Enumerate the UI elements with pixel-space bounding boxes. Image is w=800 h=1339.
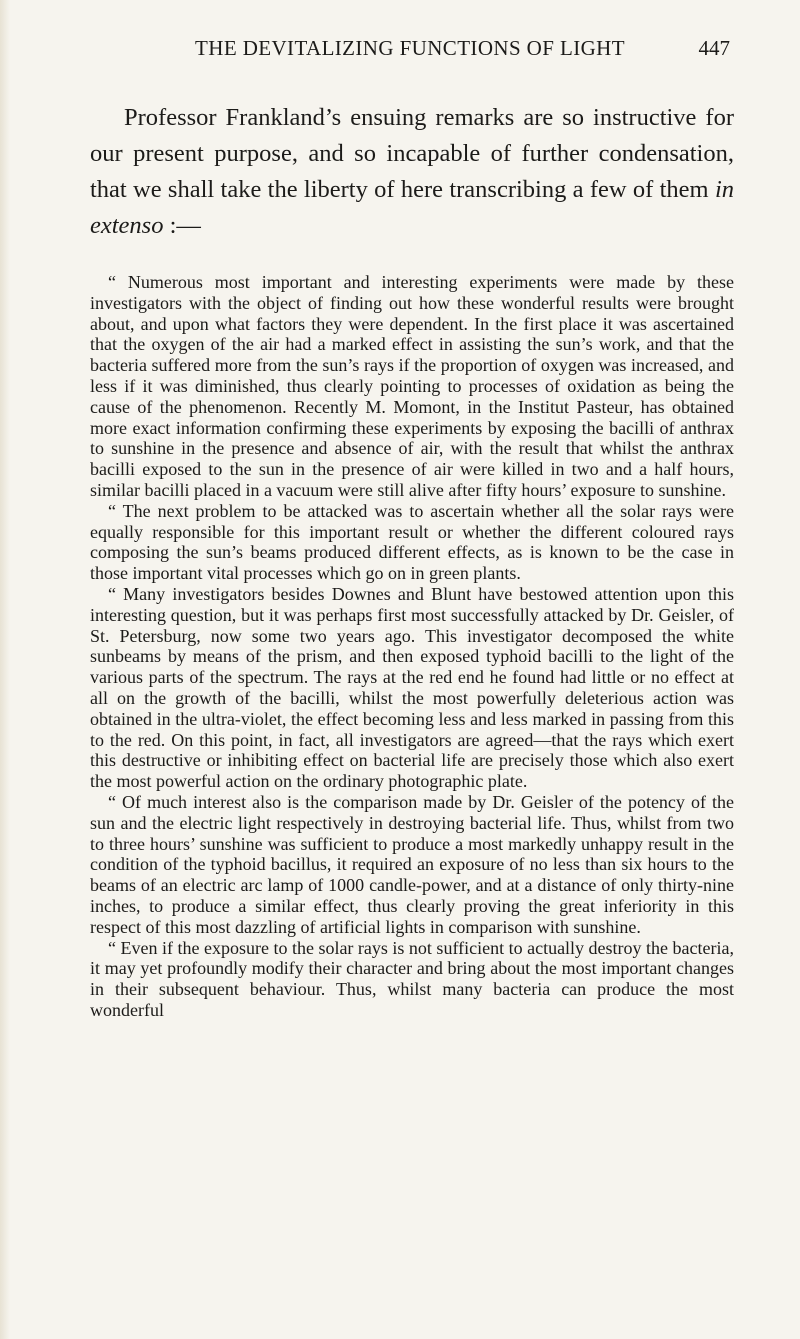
intro-text-end: :— — [163, 212, 201, 239]
quote-paragraph: “ Even if the exposure to the solar rays is not sufficient to actually destroy the bacteria, it may yet profoundly modify their character and bring about the most important changes in their subsequent behaviour. Thus, whilst many bacteria can produce the most wonderful — [90, 937, 734, 1020]
page-edge — [0, 0, 10, 1339]
intro-paragraph — [90, 100, 734, 244]
page-number: 447 — [698, 36, 730, 60]
intro-italic-phrase: in extenso — [90, 176, 734, 239]
quote-paragraph: “ The next problem to be attacked was to ascertain whether all the solar rays were equally responsible for this important result or whether the different coloured rays composing the sun’s beams produced different effects, as is known to be the case in those important vital processes which go on in green plants. — [90, 500, 734, 584]
intro-text: Professor Frankland’s ensuing remarks are so instructive for our present purpose, and so incapable of further condensation, that we shall take the liberty of here transcribing a few of them — [90, 104, 734, 203]
running-title: THE DEVITALIZING FUNCTIONS OF LIGHT — [195, 36, 625, 60]
quote-paragraph: “ Many investigators besides Downes and Blunt have bestowed attention upon this interesting question, but it was perhaps first most successfully attacked by Dr. Geisler, of St. Petersburg, now some two years ago. This investigator decomposed the white sunbeams by means of the prism, and then exposed typhoid bacilli to the light of the various parts of the spectrum. The rays at the red end he found had little or no effect at all on the growth of the bacilli, whilst the most powerfully deleterious action was obtained in the ultra-violet, the effect becoming less and less marked in passing from this to the red. On this point, in fact, all investigators are agreed—that the rays which exert this destructive or inhibiting effect on bacterial life are precisely those which also exert the most powerful action on the ordinary photographic plate. — [90, 583, 734, 792]
running-head — [90, 36, 730, 66]
quote-paragraph: “ Of much interest also is the comparison made by Dr. Geisler of the potency of the sun and the electric light respectively in destroying bacterial life. Thus, whilst from two to three hours’ sunshine was sufficient to produce a most markedly unhappy result in the condition of the typhoid bacillus, it required an exposure of no less than six hours to the beams of an electric arc lamp of 1000 candle-power, and at a distance of only thirty-nine inches, to produce a similar effect, thus clearly proving the great inferiority in this respect of this most dazzling of artificial lights in comparison with sunshine. — [90, 791, 734, 937]
quote-paragraph: “ Numerous most important and interesting experiments were made by these investigators with the object of finding out how these wonderful results were brought about, and upon what factors they were dependent. In the first place it was ascertained that the oxygen of the air had a marked effect in assisting the sun’s work, and that the bacteria suffered more from the sun’s rays if the proportion of oxygen was increased, and less if it was diminished, thus clearly pointing to processes of oxidation as being the cause of the phenomenon. Recently M. Momont, in the Institut Pasteur, has obtained more exact information confirming these experiments by exposing the bacilli of anthrax to sunshine in the presence and absence of air, with the result that whilst the anthrax bacilli exposed to the sun in the presence of air were killed in two and a half hours, similar bacilli placed in a vacuum were still alive after fifty hours’ exposure to sunshine. — [90, 272, 734, 500]
quoted-extract — [90, 272, 734, 1021]
